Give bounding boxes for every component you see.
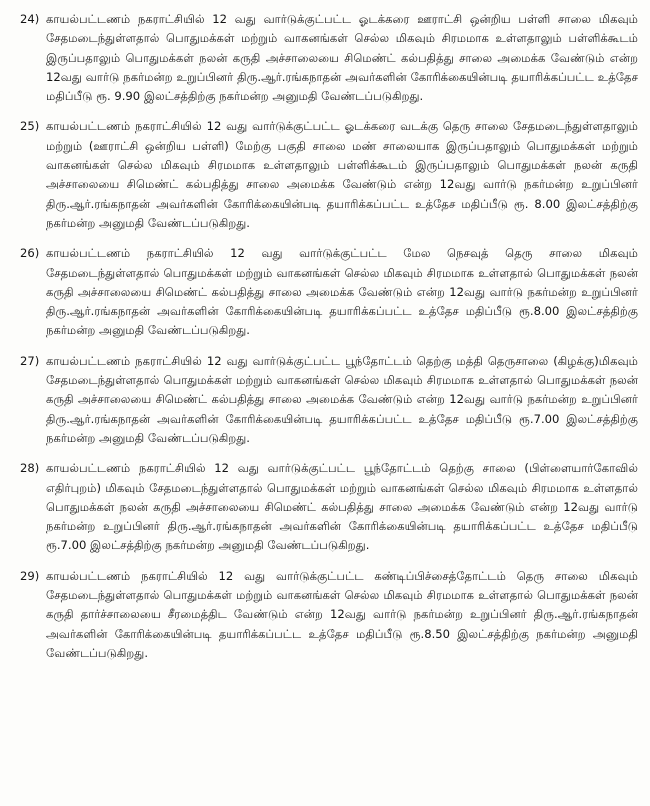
item-number: 29) xyxy=(20,568,40,583)
resolution-item-26 xyxy=(20,244,638,340)
item-text: காயல்பட்டணம் நகராட்சியில் 12 வது வார்டுக்குட்பட்ட ஓடக்கரை ஊராட்சி ஒன்றிய பள்ளி சாலை மிகவும் சேதமடைந்துள்ளதால் பொதுமக்கள் மற்றும் வாகனங்கள் செல்ல மிகவும் சிரமமாக உள்ளதாலும் பள்ளிக்கூடம் இருப்பதாலும் பொதுமக்கள் நலன் கருதி அச்சாலையை சிமெண்ட் கல்பதித்து சாலை அமைக்க வேண்டும் என்ற 12வது வார்டு நகர்மன்ற உறுப்பினர் திரு.ஆர்.ரங்கநாதன் அவர்களின் கோரிக்கையின்படி தயாரிக்கப்பட்ட உத்தேச மதிப்பீடு ரூ. 9.90 இலட்சத்திற்கு நகர்மன்ற அனுமதி வேண்டப்படுகிறது. xyxy=(46,12,638,104)
item-number: 26) xyxy=(20,246,40,261)
item-number: 28) xyxy=(20,461,40,476)
resolution-item-24 xyxy=(20,10,638,106)
item-number: 25) xyxy=(20,119,40,134)
item-number: 24) xyxy=(20,12,40,26)
item-text: காயல்பட்டணம் நகராட்சியில் 12 வது வார்டுக்குட்பட்ட மேல நெசவுத் தெரு சாலை மிகவும் சேதமடைந்துள்ளதால் பொதுமக்கள் மற்றும் வாகனங்கள் செல்ல மிகவும் சிரமமாக உள்ளதால் பொதுமக்கள் நலன் கருதி அச்சாலையை சிமெண்ட் கல்பதித்து சாலை அமைக்க வேண்டும் என்ற 12வது வார்டு நகர்மன்ற உறுப்பினர் திரு.ஆர்.ரங்கநாதன் அவர்களின் கோரிக்கையின்படி தயாரிக்கப்பட்ட உத்தேச மதிப்பீடு ரூ.8.00 இலட்சத்திற்கு நகர்மன்ற அனுமதி வேண்டப்படுகிறது. xyxy=(46,246,638,338)
resolution-item-29 xyxy=(20,567,638,663)
item-text: காயல்பட்டணம் நகராட்சியில் 12 வது வார்டுக்குட்பட்ட கண்டிப்பிச்சைத்தோட்டம் தெரு சாலை மிகவும் சேதமடைந்துள்ளதால் பொதுமக்கள் மற்றும் வாகனங்கள் செல்ல மிகவும் சிரமமாக உள்ளதால் பொதுமக்கள் நலன் கருதி தார்ச்சாலையை சீரமைத்திட வேண்டும் என்ற 12வது வார்டு நகர்மன்ற உறுப்பினர் திரு.ஆர்.ரங்கநாதன் அவர்களின் கோரிக்கையின்படி தயாரிக்கப்பட்ட உத்தேச மதிப்பீடு ரூ.8.50 இலட்சத்திற்கு நகர்மன்ற அனுமதி வேண்டப்படுகிறது. xyxy=(46,568,638,660)
resolution-item-25 xyxy=(20,117,638,233)
item-number: 27) xyxy=(20,353,40,368)
resolution-item-28 xyxy=(20,459,638,555)
resolution-item-27 xyxy=(20,352,638,448)
item-text: காயல்பட்டணம் நகராட்சியில் 12 வது வார்டுக்குட்பட்ட ஓடக்கரை வடக்கு தெரு சாலை சேதமடைந்துள்ளதாலும் மற்றும் (ஊராட்சி ஒன்றிய பள்ளி) மேற்கு பகுதி சாலை மண் சாலையாக இருப்பதாலும் பொதுமக்கள் மற்றும் வாகனங்கள் செல்ல மிகவும் சிரமமாக உள்ளதாலும் பள்ளிக்கூடம் இருப்பதாலும் பொதுமக்கள் நலன் கருதி அச்சாலையை சிமெண்ட் கல்பதித்து சாலை அமைக்க வேண்டும் என்ற 12வது வார்டு நகர்மன்ற உறுப்பினர் திரு.ஆர்.ரங்கநாதன் அவர்களின் கோரிக்கையின்படி தயாரிக்கப்பட்ட உத்தேச மதிப்பீடு ரூ. 8.00 இலட்சத்திற்கு நகர்மன்ற அனுமதி வேண்டப்படுகிறது. xyxy=(46,119,638,230)
item-text: காயல்பட்டணம் நகராட்சியில் 12 வது வார்டுக்குட்பட்ட பூந்தோட்டம் தெற்கு மத்தி தெருசாலை (கிழக்கு)மிகவும் சேதமடைந்துள்ளதால் பொதுமக்கள் மற்றும் வாகனங்கள் செல்ல மிகவும் சிரமமாக உள்ளதால் பொதுமக்கள் நலன் கருதி அச்சாலையை சிமெண்ட் கல்பதித்து சாலை அமைக்க வேண்டும் என்ற 12வது வார்டு நகர்மன்ற உறுப்பினர் திரு.ஆர்.ரங்கநாதன் அவர்களின் கோரிக்கையின்படி தயாரிக்கப்பட்ட உத்தேச மதிப்பீடு ரூ.7.00 இலட்சத்திற்கு நகர்மன்ற அனுமதி வேண்டப்படுகிறது. xyxy=(46,353,638,445)
item-text: காயல்பட்டணம் நகராட்சியில் 12 வது வார்டுக்குட்பட்ட பூந்தோட்டம் தெற்கு சாலை (பிள்ளையார்கோவில் எதிர்புறம்) மிகவும் சேதமடைந்துள்ளதால் பொதுமக்கள் மற்றும் வாகனங்கள் செல்ல மிகவும் சிரமமாக உள்ளதால் பொதுமக்கள் நலன் கருதி அச்சாலையை சிமெண்ட் கல்பதித்து சாலை அமைக்க வேண்டும் என்ற 12வது வார்டு நகர்மன்ற உறுப்பினர் திரு.ஆர்.ரங்கநாதன் அவர்களின் கோரிக்கையின்படி தயாரிக்கப்பட்ட உத்தேச மதிப்பீடு ரூ.7.00 இலட்சத்திற்கு நகர்மன்ற அனுமதி வேண்டப்படுகிறது. xyxy=(46,461,638,553)
